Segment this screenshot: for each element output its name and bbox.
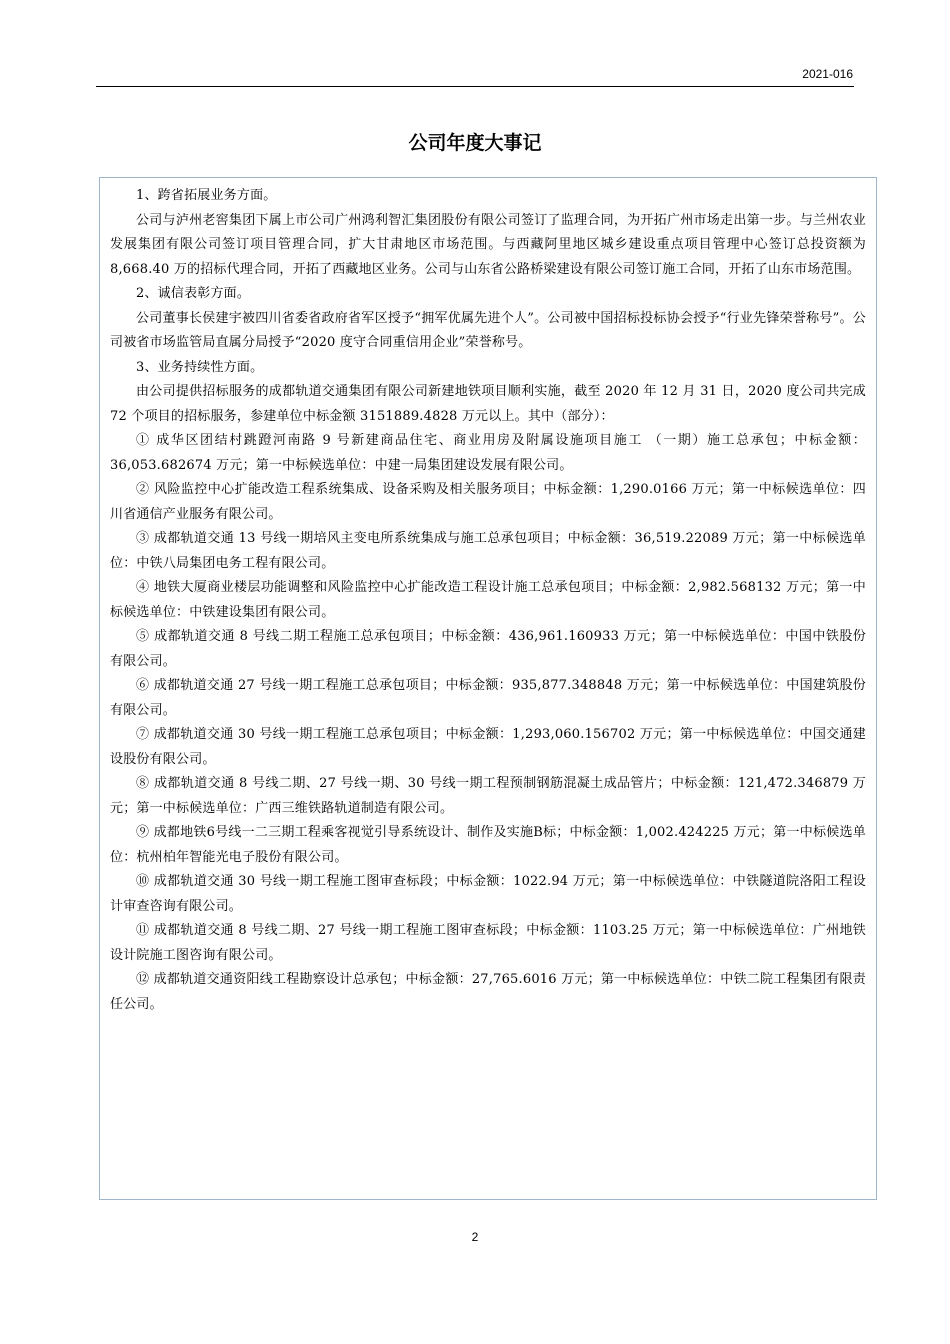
- project-item-4: ④ 地铁大厦商业楼层功能调整和风险监控中心扩能改造工程设计施工总承包项目；中标金额：2,982.568132 万元；第一中标候选单位：中铁建设集团有限公司。: [110, 580, 866, 620]
- project-item-9: ⑨ 成都地铁6号线一二三期工程乘客视觉引导系统设计、制作及实施B标；中标金额：1,002.424225 万元；第一中标候选单位：杭州柏年智能光电子股份有限公司。: [110, 825, 866, 865]
- paragraph-continuity: 由公司提供招标服务的成都轨道交通集团有限公司新建地铁项目顺利实施，截至 2020 年 12 月 31 日，2020 度公司共完成 72 个项目的招标服务，参建单位中标金额 3151889.4828 万元以上。其中（部分）：: [110, 384, 866, 424]
- paragraph-honors: 公司董事长侯建宇被四川省委省政府省军区授予“拥军优属先进个人”。公司被中国招标投标协会授予“行业先锋荣誉称号”。公司被省市场监管局直属分局授予“2020 度守合同重信用企业”荣誉称号。: [110, 310, 866, 350]
- section-heading-continuity: 3、业务持续性方面。: [136, 359, 264, 375]
- section-heading-honors: 2、诚信表彰方面。: [136, 286, 251, 301]
- project-item-6: ⑥ 成都轨道交通 27 号线一期工程施工总承包项目；中标金额：935,877.348848 万元；第一中标候选单位：中国建筑股份有限公司。: [110, 678, 866, 718]
- section-heading-cross-province: 1、跨省拓展业务方面。: [136, 188, 277, 203]
- project-item-1: ① 成华区团结村跳蹬河南路 9 号新建商品住宅、商业用房及附属设施项目施工 （一期）施工总承包；中标金额：36,053.682674 万元；第一中标候选单位：中建一局集团建设发展有限公司。: [110, 433, 866, 473]
- project-item-11: ⑪ 成都轨道交通 8 号线二期、27 号线一期工程施工图审查标段；中标金额：1103.25 万元；第一中标候选单位：广州地铁设计院施工图咨询有限公司。: [110, 923, 866, 963]
- project-item-12: ⑫ 成都轨道交通资阳线工程勘察设计总承包；中标金额：27,765.6016 万元；第一中标候选单位：中铁二院工程集团有限责任公司。: [110, 972, 866, 1012]
- project-item-5: ⑤ 成都轨道交通 8 号线二期工程施工总承包项目；中标金额：436,961.160933 万元；第一中标候选单位：中国中铁股份有限公司。: [110, 629, 866, 669]
- project-item-7: ⑦ 成都轨道交通 30 号线一期工程施工总承包项目；中标金额：1,293,060.156702 万元；第一中标候选单位：中国交通建设股份有限公司。: [110, 727, 866, 767]
- page-title: 公司年度大事记: [408, 132, 542, 154]
- content-box: [99, 177, 877, 1200]
- project-item-2: ② 风险监控中心扩能改造工程系统集成、设备采购及相关服务项目；中标金额：1,290.0166 万元；第一中标候选单位：四川省通信产业服务有限公司。: [110, 482, 866, 522]
- project-item-10: ⑩ 成都轨道交通 30 号线一期工程施工图审查标段；中标金额：1022.94 万元；第一中标候选单位：中铁隧道院洛阳工程设计审查咨询有限公司。: [110, 874, 866, 914]
- project-item-8: ⑧ 成都轨道交通 8 号线二期、27 号线一期、30 号线一期工程预制钢筋混凝土成品管片；中标金额：121,472.346879 万元；第一中标候选单位：广西三维铁路轨道制造有限公司。: [110, 776, 866, 816]
- paragraph-cross-province: 公司与泸州老窖集团下属上市公司广州鸿利智汇集团股份有限公司签订了监理合同，为开拓广州市场走出第一步。与兰州农业发展集团有限公司签订项目管理合同，扩大甘肃地区市场范围。与西藏阿里地区城乡建设重点项目管理中心签订总投资额为 8,668.40 万的招标代理合同，开拓了西藏地区业务。公司与山东省公路桥梁建设有限公司签订施工合同，开拓了山东市场范围。: [110, 212, 866, 277]
- project-item-3: ③ 成都轨道交通 13 号线一期培风主变电所系统集成与施工总承包项目；中标金额：36,519.22089 万元；第一中标候选单位：中铁八局集团电务工程有限公司。: [110, 531, 866, 571]
- page-number: 2: [471, 1230, 479, 1244]
- document-number: 2021-016: [802, 67, 853, 81]
- header-divider: [96, 86, 854, 87]
